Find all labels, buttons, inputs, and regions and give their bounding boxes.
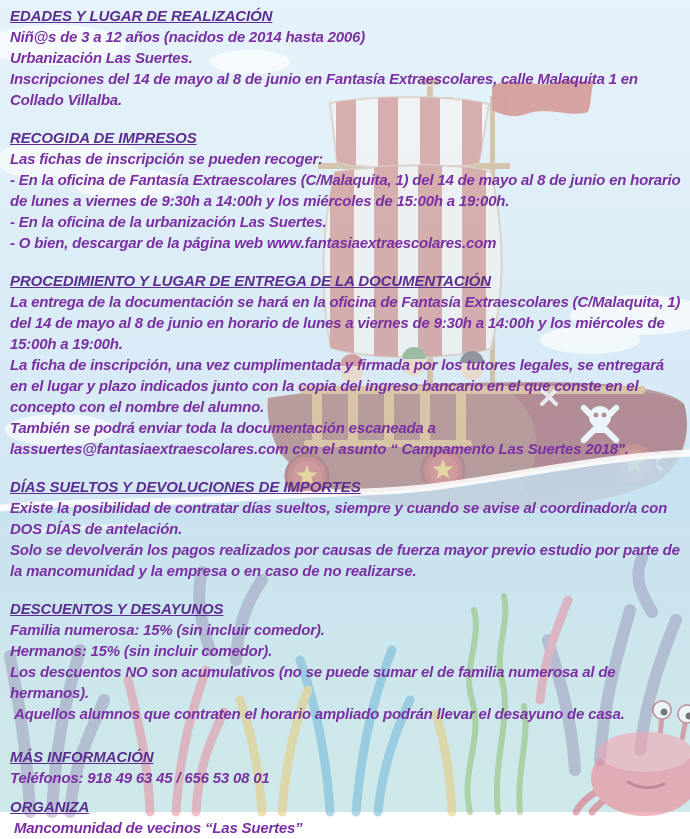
section-paragraph: La entrega de la documentación se hará en la oficina de Fantasía Extraescolares (C/Malaquita, 1) del 14 de mayo al 8 de junio en horario de lunes a viernes de 9:30h a 14:00h y los miércoles de 15:00h a 19:00h.: [10, 292, 682, 355]
section-paragraph: También se podrá enviar toda la documentación escaneada a lassuertes@fantasiaextraescolares.com con el asunto “ Campamento Las Suertes 2018".: [10, 418, 682, 460]
section-paragraph: Solo se devolverán los pagos realizados por causas de fuerza mayor previo estudio por parte de la mancomunidad y la empresa o en caso de no realizarse.: [10, 540, 682, 582]
section-heading: EDADES Y LUGAR DE REALIZACIÓN: [10, 6, 682, 27]
section-paragraph: Las fichas de inscripción se pueden recoger:: [10, 149, 682, 170]
section-paragraph: Familia numerosa: 15% (sin incluir comedor).: [10, 620, 682, 641]
section-paragraph: Inscripciones del 14 de mayo al 8 de junio en Fantasía Extraescolares, calle Malaquita 1 en Collado Villalba.: [10, 69, 682, 111]
section-paragraph: Aquellos alumnos que contraten el horario ampliado podrán llevar el desayuno de casa.: [10, 704, 682, 725]
section-paragraph: Mancomunidad de vecinos “Las Suertes”: [10, 818, 682, 839]
section-heading: ORGANIZA: [10, 797, 682, 818]
section-paragraph: Niñ@s de 3 a 12 años (nacidos de 2014 hasta 2006): [10, 27, 682, 48]
section-paragraph: - En la oficina de Fantasía Extraescolares (C/Malaquita, 1) del 14 de mayo al 8 de junio en horario de lunes a viernes de 9:30h a 14:00h y los miércoles de 15:00h a 19:00h.: [10, 170, 682, 212]
section-edades: [10, 6, 682, 111]
section-heading: MÁS INFORMACIÓN: [10, 747, 682, 768]
section-descuentos: [10, 599, 682, 725]
section-recogida: [10, 128, 682, 254]
section-procedimiento: [10, 271, 682, 460]
section-paragraph: - En la oficina de la urbanización Las Suertes.: [10, 212, 682, 233]
section-heading: DESCUENTOS Y DESAYUNOS: [10, 599, 682, 620]
section-heading: PROCEDIMIENTO Y LUGAR DE ENTREGA DE LA DOCUMENTACIÓN: [10, 271, 682, 292]
section-paragraph: La ficha de inscripción, una vez cumplimentada y firmada por los tutores legales, se entregará en el lugar y plazo indicados junto con la copia del ingreso bancario en el que conste en el concepto con el nombre del alumno.: [10, 355, 682, 418]
section-heading: DÍAS SUELTOS Y DEVOLUCIONES DE IMPORTES: [10, 477, 682, 498]
section-mas-informacion: [10, 747, 682, 789]
section-paragraph: - O bien, descargar de la página web www.fantasiaextraescolares.com: [10, 233, 682, 254]
section-paragraph: Los descuentos NO son acumulativos (no se puede sumar el de familia numerosa al de hermanos).: [10, 662, 682, 704]
section-paragraph: Urbanización Las Suertes.: [10, 48, 682, 69]
section-paragraph: Hermanos: 15% (sin incluir comedor).: [10, 641, 682, 662]
section-paragraph: Teléfonos: 918 49 63 45 / 656 53 08 01: [10, 768, 682, 789]
section-organiza: [10, 797, 682, 839]
section-heading: RECOGIDA DE IMPRESOS: [10, 128, 682, 149]
section-dias-sueltos: [10, 477, 682, 582]
section-paragraph: Existe la posibilidad de contratar días sueltos, siempre y cuando se avise al coordinador/a con DOS DÍAS de antelación.: [10, 498, 682, 540]
